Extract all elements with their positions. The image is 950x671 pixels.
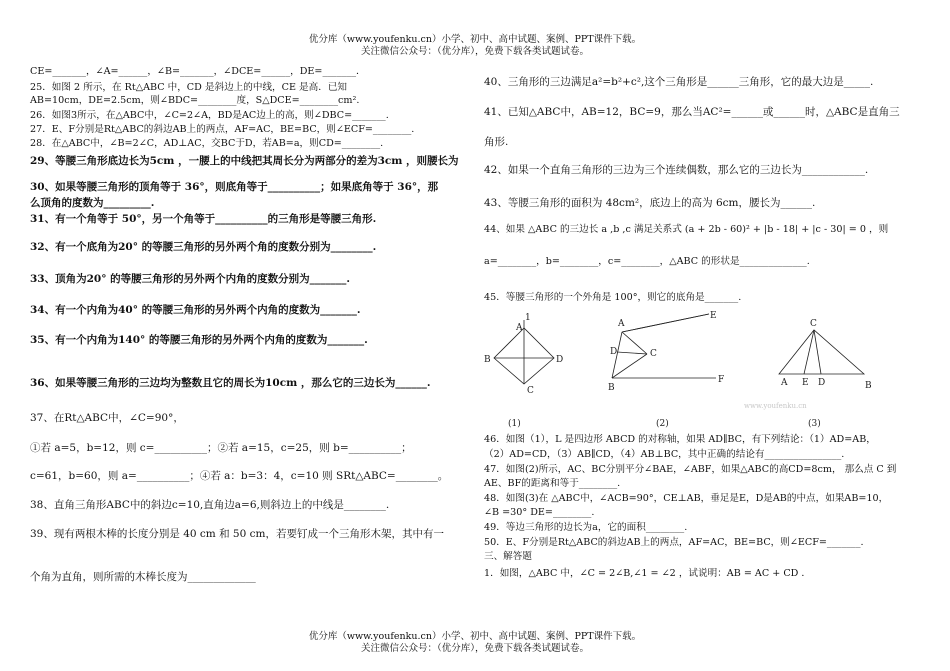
fig2-segment-ac — [622, 332, 647, 354]
fig2-label-f: F — [718, 375, 725, 385]
question-48: 48．如图(3)在 △ABC中，∠ACB=90°，CE⊥AB，垂足是E，D是AB的中点，如果AB=10， — [484, 493, 889, 504]
question-41: 41、已知△ABC中，AB=12，BC=9，那么当AC²=______或______时，△ABC是直角三 — [484, 106, 900, 118]
question-25-cont: AB=10cm，DE=2.5cm，则∠BDC=________度，S△DCE=________cm². — [30, 95, 360, 106]
question-45: 45．等腰三角形的一个外角是 100°，则它的底角是_______. — [484, 292, 742, 303]
fig2-caption: (2) — [656, 419, 669, 429]
question-44-cont: a=________，b=________，c=________，△ABC 的形状是______________. — [484, 256, 810, 267]
page-footer — [0, 631, 950, 655]
answer-question-1: 1．如图，△ABC 中，∠C = 2∠B,∠1 = ∠2 ，试说明：AB = AC + CD ． — [484, 568, 811, 579]
fig3-label-c: C — [810, 319, 817, 329]
fig2-label-d: D — [610, 347, 618, 357]
figure-3 — [779, 319, 872, 391]
question-37-part-1: ①若 a=5，b=12，则 c=__________；②若 a=15，c=25，则 b=__________； — [30, 442, 412, 454]
fig1-label-a: A — [516, 323, 523, 333]
question-37-part-2: c=61，b=60，则 a=__________；④若 a：b=3：4，c=10 则 SRt△ABC=________。 — [30, 470, 449, 482]
header-line-1: 优分库（www.youfenku.cn）小学、初中、高中试题、案例、PPT课件下载。 — [308, 34, 642, 45]
question-50: 50．E、F分别是Rt△ABC的斜边AB上的两点，AF=AC，BE=BC，则∠ECF=_______. — [484, 537, 864, 548]
header-line-2: 关注微信公众号：（优分库），免费下载各类试题试卷。 — [360, 46, 589, 57]
page-header — [0, 34, 950, 58]
question-39: 39、现有两根木棒的长度分别是 40 cm 和 50 cm，若要钉成一个三角形木架，其中有一 — [30, 528, 444, 540]
fig2-label-a: A — [618, 319, 625, 329]
question-29: 29、等腰三角形底边长为5cm ，一腰上的中线把其周长分为两部分的差为3cm ，则腰长为 — [30, 155, 459, 167]
figure-2 — [608, 311, 724, 393]
watermark-text: www.youfenku.cn — [744, 402, 807, 410]
question-36: 36、如果等腰三角形的三边均为整数且它的周长为10cm ，那么它的三边长为______. — [30, 377, 431, 389]
question-25: 25．如图 2 所示，在 Rt△ABC 中，CD 是斜边上的中线，CE 是高．已知 — [30, 82, 348, 93]
fig3-caption: (3) — [808, 419, 821, 429]
question-28: 28．在△ABC中，∠B=2∠C，AD⊥AC，交BC于D，若AB=a，则CD=________. — [30, 138, 384, 149]
question-44: 44、如果 △ABC 的三边长 a ,b ,c 满足关系式 (a + 2b - 60)² + |b - 18| + |c - 30| = 0 ，则 — [484, 224, 889, 235]
fig3-label-a: A — [781, 378, 788, 388]
question-30: 30、如果等腰三角形的顶角等于 36°，则底角等于__________；如果底角等于 36°，那 — [30, 181, 439, 193]
question-27: 27．E、F分别是Rt△ABC的斜边AB上的两点，AF=AC，BE=BC，则∠ECF=________. — [30, 124, 415, 135]
question-32: 32、有一个底角为20° 的等腰三角形的另外两个角的度数分别为________. — [30, 241, 377, 253]
question-34: 34、有一个内角为40° 的等腰三角形的另外两个内角的度数为_______. — [30, 304, 361, 316]
fig3-median-cd — [814, 330, 821, 374]
fig2-segment-bc — [612, 354, 647, 378]
fig1-label-d: D — [556, 355, 564, 365]
question-37: 37、在Rt△ABC中，∠C=90°， — [30, 412, 184, 424]
question-30-cont: 么顶角的度数为_________. — [30, 197, 155, 209]
question-46-cont: （2）AD=CD，（3）AB∥CD，（4）AB⊥BC，其中正确的结论有________________. — [484, 449, 845, 460]
footer-line-1: 优分库（www.youfenku.cn）小学、初中、高中试题、案例、PPT课件下载。 — [308, 631, 642, 642]
question-43: 43、等腰三角形的面积为 48cm²，底边上的高为 6cm，腰长为______. — [484, 197, 816, 209]
question-47: 47．如图(2)所示，AC、BC分别平分∠BAE，∠ABF，如果△ABC的高CD=8cm， 那么点 C 到 — [484, 464, 897, 475]
question-31: 31、有一个角等于 50°，另一个角等于__________的三角形是等腰三角形. — [30, 213, 377, 225]
question-39-cont: 个角为直角，则所需的木棒长度为_____________ — [30, 571, 256, 583]
fig2-label-b: B — [608, 383, 615, 393]
fig2-label-c: C — [650, 349, 657, 359]
question-42: 42、如果一个直角三角形的三边为三个连续偶数，那么它的三边长为____________. — [484, 164, 869, 176]
question-38: 38、直角三角形ABC中的斜边c=10,直角边a=6,则斜边上的中线是________. — [30, 499, 390, 511]
question-46: 46．如图（1），L 是四边形 ABCD 的对称轴，如果 AD∥BC，有下列结论：（1）AD=AB， — [484, 434, 876, 445]
fig2-label-e: E — [710, 311, 717, 321]
question-24-tail: CE=_______，∠A=______，∠B=_______，∠DCE=______，DE=_______． — [30, 66, 366, 77]
question-48-cont: ∠B =30° DE=________. — [484, 507, 595, 518]
fig1-caption: (1) — [508, 419, 521, 429]
fig3-triangle — [779, 330, 864, 374]
question-40: 40、三角形的三边满足a²=b²+c²,这个三角形是______三角形，它的最大边是_____. — [484, 76, 874, 88]
question-35: 35、有一个内角为140° 的等腰三角形的另外两个内角的度数为_______. — [30, 334, 368, 346]
question-26: 26．如图3所示，在△ABC中，∠C=2∠A，BD是AC边上的高，则∠DBC=_______. — [30, 110, 389, 121]
fig1-label-l: 1 — [525, 313, 531, 323]
figures-area — [484, 310, 924, 430]
fig1-label-b: B — [484, 355, 491, 365]
question-49: 49．等边三角形的边长为a，它的面积________. — [484, 522, 688, 533]
fig1-label-c: C — [527, 386, 534, 396]
fig3-label-e: E — [802, 378, 809, 388]
fig2-height-cd — [617, 352, 647, 354]
section-heading-answers: 三、解答题 — [484, 551, 532, 562]
footer-line-2: 关注微信公众号：（优分库），免费下载各类试题试卷。 — [360, 643, 589, 654]
question-47-cont: AE、BF的距离和等于________. — [484, 478, 621, 489]
fig3-label-d: D — [818, 378, 826, 388]
fig3-label-b: B — [865, 381, 872, 391]
figure-1 — [484, 313, 563, 396]
question-33: 33、顶角为20° 的等腰三角形的另外两个内角的度数分别为_______. — [30, 273, 351, 285]
question-41-cont: 角形. — [484, 136, 509, 148]
